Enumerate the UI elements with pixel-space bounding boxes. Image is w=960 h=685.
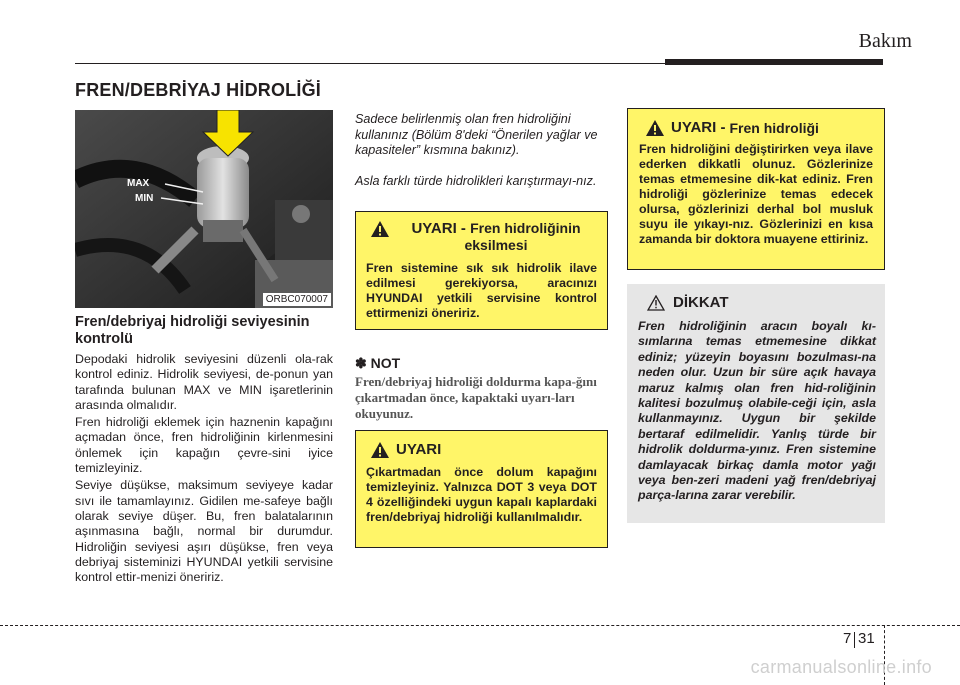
page-number: 31 bbox=[858, 630, 875, 647]
caution-text: Fren hidroliğinin aracın boyalı kı-sımlarına temas etmemesine dikkat ediniz; yüzeyin boyasını bozulması-na neden olur. Uzun bir süre açık havaya maruz kalmış olan fren hid-roliğinin kalitesi bozulmuş olabile-ceği için, asla kullanmayınız. Uygun bir şekilde bertaraf edilmelidir. Yanlış türde bir hidrolik doldurma-yınız. Fren sistemine damlayacak birkaç damla motor yağı veya ben-zeri madeni yağ fren/debriyaj parça-larına zarar verebilir. bbox=[638, 319, 876, 503]
warning2-text: Çıkartmadan önce dolum kapağını temizleyiniz. Yalnızca DOT 3 veya DOT 4 özelliğindeki uygun kapalı kaplardaki fren/debriyaj hidroliği kullanılmalıdır. bbox=[366, 465, 597, 524]
warning1-title-rest: Fren hidroliğinin bbox=[470, 220, 581, 236]
warning-box-brake-fluid bbox=[627, 108, 885, 270]
header-rule-thin bbox=[75, 63, 665, 64]
watermark: carmanualsonline.info bbox=[750, 657, 932, 677]
warning-box-fluid-loss bbox=[355, 211, 608, 330]
page-chapter: 7 bbox=[843, 630, 852, 647]
header-rule-thick bbox=[665, 59, 883, 65]
warning1-title-prefix: UYARI - bbox=[411, 220, 466, 237]
footer-dashed-rule bbox=[0, 625, 960, 626]
warning3-title-prefix: UYARI - bbox=[671, 119, 726, 136]
warning3-title-rest: Fren hidroliği bbox=[729, 120, 819, 136]
note-text: Fren/debriyaj hidroliği doldurma kapa-ğını çıkartmadan önce, kapaktaki uyarı-ları okuyunuz. bbox=[355, 374, 597, 421]
note-title: ✽ NOT bbox=[355, 355, 401, 371]
warning-box-cleaning bbox=[355, 430, 608, 548]
caution-head bbox=[647, 294, 729, 311]
italic-paragraph-1: Sadece belirlenmiş olan fren hidroliğini kullanınız (Bölüm 8'deki “Önerilen yağlar ve kapasiteler” kısmına bakınız). bbox=[355, 112, 598, 157]
warning-box-fluid-loss-head bbox=[366, 220, 597, 254]
warning-box-cleaning-head bbox=[366, 441, 597, 459]
warning3-text: Fren hidroliğini değiştirirken veya ilave ederken dikkatli olunuz. Gözlerinize temas etmemesine dik-kat ediniz. Fren hidroliği gözlerinize temas edecek olursa, gözlerinizi derhal bol musluk suyu ile yıkayı-nız. Gözlerinizi en kısa zamanda bir doktora muayene ettiriniz. bbox=[639, 142, 873, 246]
left-body bbox=[75, 352, 333, 587]
photo-caption: ORBC070007 bbox=[263, 293, 331, 306]
section-title: FREN/DEBRİYAJ HİDROLİĞİ bbox=[75, 80, 321, 100]
warning-triangle-icon bbox=[645, 119, 665, 137]
left-subhead: Fren/debriyaj hidroliği seviyesinin kontrolü bbox=[75, 314, 310, 347]
caution-triangle-icon bbox=[647, 295, 665, 311]
engine-photo bbox=[75, 110, 333, 308]
warning-triangle-icon bbox=[370, 220, 390, 238]
caution-title: DİKKAT bbox=[673, 294, 729, 311]
header-title: Bakım bbox=[858, 30, 912, 52]
caution-box bbox=[627, 284, 885, 523]
warning1-title-line2: eksilmesi bbox=[464, 237, 528, 253]
left-paragraph-1: Depodaki hidrolik seviyesini düzenli ola-rak kontrol ediniz. Hidrolik seviyesi, de-ponun yan tarafında bulunan MAX ve MIN işaretlerinin arasında olmalıdır. bbox=[75, 352, 333, 412]
left-paragraph-2: Fren hidroliği eklemek için haznenin kapağını açmadan önce, fren hidroliğinin kirlenmesini önlemek için kapağın çevre-sini iyice temizleyiniz. bbox=[75, 415, 333, 476]
left-paragraph-3: Seviye düşükse, maksimum seviyeye kadar sıvı ile tamamlayınız. Gidilen me-safeye bağlı olarak seviye düşer. Bu, fren balatalarının aşınmasına bağlı, normal bir durumdur. Hidroliğin seviyesi aşırı düşükse, fren veya debriyaj sisteminizi HYUNDAI yetkili servisine kontrol ettir-menizi öneririz. bbox=[75, 478, 333, 585]
warning-triangle-icon bbox=[370, 441, 390, 459]
min-label: MIN bbox=[135, 193, 154, 204]
page-separator bbox=[854, 632, 855, 648]
italic-paragraph-2: Asla farklı türde hidrolikleri karıştırmayı-nız. bbox=[355, 173, 597, 188]
warning1-text: Fren sistemine sık sık hidrolik ilave edilmesi gerekiyorsa, aracınızı HYUNDAI yetkili servisine kontrol ettirmenizi öneririz. bbox=[366, 261, 597, 320]
max-label: MAX bbox=[127, 178, 150, 189]
warning-box-brake-fluid-head bbox=[639, 119, 873, 137]
middle-italic bbox=[355, 112, 608, 204]
warning2-title: UYARI bbox=[396, 441, 442, 458]
